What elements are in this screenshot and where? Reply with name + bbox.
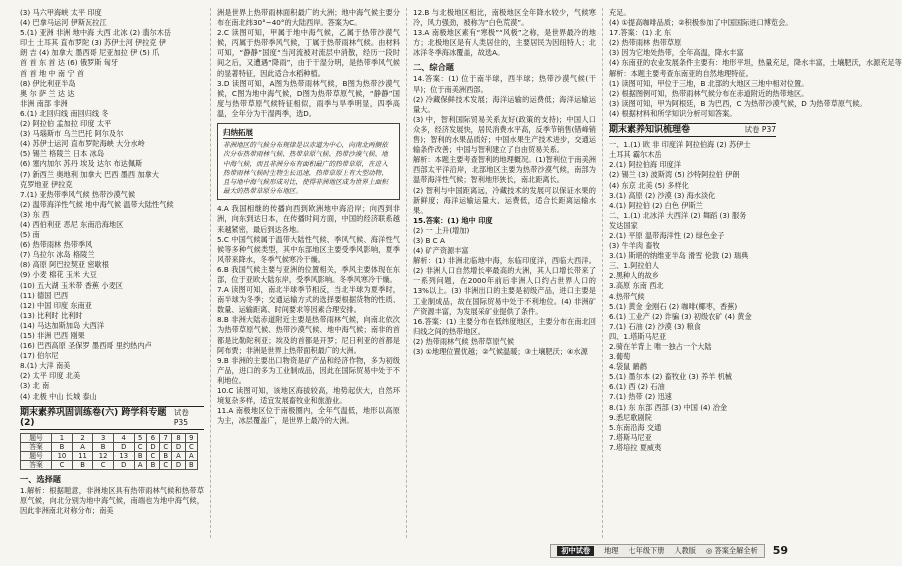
paragraph: 1.解析：根据题意，非洲地区具有热带雨林气候和热带草原气候，向北分别为地中海气候，南端也为地中海气候，因此非洲南北对称分布；南美 [20, 485, 204, 516]
answer-line: (17) 伯尔尼 [20, 351, 59, 361]
answer-line: (4) 苏伊士运河 直布罗陀海峡 大分水岭 [20, 139, 145, 149]
table-cell: 7 [160, 433, 172, 442]
answer-line: 一、1.(1) 欧 非 印度洋 阿拉伯海 (2) 苏伊士 [609, 140, 751, 150]
answer-line: 印土 土耳其 直布罗陀 (3) 苏伊士河 伊拉克 伊 [20, 38, 167, 48]
table-cell: C [160, 442, 172, 451]
footer-bar [550, 544, 764, 558]
paragraph: (2) 一 上升(增加) [413, 225, 470, 235]
column-3 [406, 8, 602, 538]
answer-line: 2.黑种人的故乡 [609, 271, 659, 281]
column-1 [14, 8, 210, 538]
answer-line: 5.(1) 墨尔本 (2) 畜牧业 (3) 养羊 机械 [609, 372, 732, 382]
answer-line: 4.袋鼠 鸸鹋 [609, 362, 647, 372]
table-cell: 13 [113, 451, 134, 460]
paragraph: (3) 中，智利国际贸易关系友好(政策的支持)；中国人口众多，经济发展快，居民消费水平高，反季节销售(错峰销售)；智利的水果品质好；中国水果生产技术进步，交通运输条件改善；中国与智利建立了自由贸易关系。 [413, 114, 596, 155]
page-footer [0, 542, 800, 560]
answer-line: 3.高原 东南 西北 [609, 281, 664, 291]
answer-line: (15) 非洲 巴西 刚果 [20, 331, 85, 340]
answer-line: 5.东南沿海 交通 [609, 422, 662, 432]
table-cell: A [185, 451, 197, 460]
table-cell: D [113, 442, 134, 451]
answer-line: (8) 高原 阿巴拉契亚 密歇根 [20, 260, 109, 270]
answer-line: (3) 东 西 [20, 209, 50, 219]
paragraph: 15.答案：(1) 地中 印度 [413, 215, 493, 225]
answer-line: (5) 南 [20, 230, 40, 240]
table-cell: C [52, 460, 73, 469]
answer-line: 8.(1) 大洋 南美 [20, 361, 71, 371]
paragraph: 7.A 读图可知，南北半球季节相反，当北半球为夏季时，南半球为冬季；交通运输方式的选择要根据货物的性质、数量、运输距离、时间要求等因素合理安排。 [217, 285, 400, 315]
answer-line: (4) 根据材料和所学知识分析可知答案。 [609, 108, 737, 118]
paragraph: (2) 智利与中国距离远，冷藏技术的发展可以保证水果的新鲜度；海洋运输运量大、运费低，适合长距离运输水果。 [413, 185, 596, 215]
answer-line: 朗 吉 (4) 加拿大 墨西哥 尼亚加拉 伊 (5) 爪 [20, 48, 160, 58]
answer-line: (4) 巴拿马运河 伊斯瓦拉江 [20, 18, 107, 28]
answer-line: 3.(1) 高原 (2) 沙漠 (3) 海水淡化 [609, 190, 716, 200]
paragraph: 4.A 我国相继的传播向西到欧洲地中海沿岸；向西到非洲，向东到达日本，在传播时间方面，中国的经济联系越来越紧密，最后到达各地。 [217, 204, 400, 234]
answer-line: 7.塔斯马尼亚 [609, 432, 652, 442]
answer-line: 奥 尔 萨 兰 达 达 [20, 88, 75, 98]
answer-line: (4) ①提高咖啡品质；②积极参加了中国国际进口博览会。 [609, 18, 793, 28]
paragraph: 洲是世界上热带雨林面积最广的大洲；地中海气候主要分布在南北纬30°~40°的大陆西岸。答案为C。 [217, 8, 400, 28]
answer-line: 克罗地亚 伊拉克 [20, 179, 73, 189]
table-cell: D [172, 442, 185, 451]
paragraph: 13.A 南极地区素有“寒极”“风极”之称，是世界最冷的地方；北极地区是有人类居住的，主要居民为因纽特人；北冰洋冬季海冰覆盖，故选A。 [413, 28, 596, 58]
column-2 [210, 8, 406, 538]
paragraph: 10.C 读图可知，该地区海拔较高，地势起伏大，自然环境复杂多样，适宜发展畜牧业和旅游业。 [217, 386, 400, 406]
answer-line: (3) 马瑙斯市 乌兰巴托 阿尔及尔 [20, 129, 124, 139]
section-page-ref: 试卷 P37 [744, 125, 776, 135]
paragraph: 5.C 中国气候属于温带大陆性气候、季风气候、海洋性气候等多种气候类型，其中东部地区主要受季风影响，夏季风带来降水，冬季气候寒冷干燥。 [217, 234, 400, 264]
table-cell: 6 [146, 433, 159, 442]
answer-line: (2) 温带海洋性气候 地中海气候 温带大陆性气候 [20, 199, 174, 209]
answer-line: 首 首 东 首 达 (6) 俄罗斯 匈牙 [20, 58, 119, 68]
table-cell: C [134, 442, 146, 451]
paragraph: (2) 热带雨林气候 热带草原气候 [413, 336, 515, 346]
answer-line: (6) 热带雨林 热带季风 [20, 240, 93, 250]
section-page-ref: 试卷 P35 [173, 407, 189, 427]
answer-line: (2) 热带雨林 热带草原 [609, 38, 682, 48]
answer-line: (2) 太平 印度 北美 [20, 371, 81, 381]
table-cell: 3 [93, 433, 114, 442]
answer-line: (3) 马六甲海峡 太平 印度 [20, 8, 102, 17]
table-cell: A [134, 460, 146, 469]
paragraph: (2) 冷藏保鲜技术发展；海洋运输的运费低；海洋运输运量大。 [413, 94, 596, 114]
answer-line: (8) 伊比利亚半岛 [20, 78, 76, 88]
table-cell: D [146, 442, 159, 451]
column-4 [602, 8, 902, 538]
table-cell: B [52, 442, 73, 451]
answer-line: (7) 乌拉尔 冰岛 格陵兰 [20, 250, 95, 260]
answer-line: 2.(1) 平原 温带海洋性 (2) 绿色金子 [609, 230, 725, 240]
paragraph: (3) B C A [413, 235, 445, 245]
footer-subject: 地理 [604, 545, 619, 555]
answer-line: 7.塔培拉 夏威夷 [609, 442, 662, 452]
paragraph: 11.A 南极地区位于南极圈内，全年气温低，地形以高原为主，冰层覆盖广，是世界上最冷的大洲。 [217, 406, 400, 426]
answer-line: 解析：本题主要考查东南亚的自然地理特征。 [609, 68, 753, 78]
table-cell: 答案 [21, 442, 52, 451]
answer-line: 四、1.塔斯马尼亚 [609, 331, 667, 341]
answer-line: 三、1.阿拉伯人 [609, 261, 659, 271]
paragraph: (3) ①地理位置优越；②气候温暖；③土壤肥沃；④水源 [413, 347, 588, 356]
answer-line: 17.答案：(1) 北 东 [609, 28, 672, 38]
table-cell: 1 [52, 433, 73, 442]
paragraph: 8.B 非洲大陆赤道附近主要是热带雨林气候，向南北依次为热带草原气候、热带沙漠气候、地中海气候；南非的首都是比勒陀利亚；埃及的首都是开罗；尼日利亚的首都是阿布贾；非洲是世界上热带面积最广的大洲。 [217, 315, 400, 355]
answer-line: 非洲 南部 非洲 [20, 98, 68, 108]
answer-line: (2) 根据图例可知，热带雨林气候分布在赤道附近的热带地区。 [609, 88, 809, 98]
table-cell: B [146, 460, 159, 469]
table-cell: 题号 [21, 451, 52, 460]
footer-grade: 七年级下册 [628, 545, 665, 555]
answer-line: 5.(1) 黄金 金刚石 (2) 咖啡(椰枣，香蕉) [609, 301, 738, 311]
page-number: 59 [772, 543, 788, 557]
paragraph: 解析：(1) 非洲北临地中海，东临印度洋，西临大西洋。(2) 非洲人口自然增长率最高的大洲，其人口增长带来了一系列问题，在2000年前后非洲人口约占世界人口的13%以上。(3) 非洲出口的主要是初级产品，进口主要是工业制成品，故在国际贸易中处于不利地位。(4) 非洲矿产资源丰富，为发展采矿业提供了条件。 [413, 256, 596, 316]
table-cell: 答案 [21, 460, 52, 469]
paragraph: (4) 矿产资源丰富 [413, 246, 469, 256]
answer-line: (14) 马达加斯加岛 大西洋 [20, 320, 105, 330]
table-cell: 题号 [21, 433, 52, 442]
answer-line: 3.葡萄 [609, 352, 631, 362]
table-cell: A [72, 442, 93, 451]
table-cell: B [185, 460, 197, 469]
answer-line: (3) 牛羊肉 畜牧 [609, 241, 660, 251]
answer-line: 二、1.(1) 北冰洋 大西洋 (2) 舞蹈 (3) 服务 [609, 210, 747, 220]
answer-line: 7.(1) 石油 (2) 沙漠 (3) 粮食 [609, 321, 701, 331]
answer-line: (2) 锡兰 (3) 波斯湾 (5) 沙特阿拉伯 伊朗 [609, 170, 740, 180]
section-title: 期末素养巩固训练卷(六) 跨学科专题(2) [20, 407, 167, 428]
answer-line: (1) 读图可知，甲位于三地，B 北部的大地区三地中相对位置。 [609, 78, 809, 88]
footer-edition: 人教版 [674, 545, 696, 555]
footer-brand: 初中试卷 [557, 546, 594, 556]
paragraph: 解析：本题主要考查智利的地理概况。(1)智利位于南美洲西部太平洋沿岸，北部地区主要为热带沙漠气候，南部为温带海洋性气候；智利地形狭长，南北距离长。 [413, 155, 596, 185]
answer-line: (16) 巴西高原 圣保罗 墨西哥 里约热内卢 [20, 341, 152, 351]
tip-box-text: 非洲地区的气候分布规律是以赤道为中心，向南北两侧依次分布热带雨林气候、热带草原气候、热带沙漠气候、地中海气候，而且非洲分布有面积最广的热带草原，在进入热带雨林气候时生物生长迅速，热带草原上有大型动物，且与地中海气候形成对比，使得非洲地区成为世界上面积最大的热带草原分布地区。 [223, 141, 388, 196]
answer-line: (4) 东南亚的农业发展条件主要有：地形平坦，热量充足，降水丰富，土壤肥沃，水源充足等 [609, 58, 902, 68]
answer-line: 首 首 地 中 南 宁 首 [20, 68, 85, 78]
table-row [21, 433, 198, 442]
answer-line: (3) 读图可知，甲为阿根廷，B 为巴西，C 为热带沙漠气候，D 为热带草原气候。 [609, 98, 867, 108]
answer-line: (4) 北极 中山 长城 泰山 [20, 391, 97, 401]
table-cell: C [185, 442, 197, 451]
table-cell: 10 [52, 451, 73, 460]
table-cell: 4 [113, 433, 134, 442]
paragraph: 3.D 读图可知，A图为热带雨林气候，B图为热带沙漠气候，C图为地中海气候，D图为热带草原气候，“静静”国度与热带草原气候特征相似，雨季与旱季明显，四季高温，全年分为干湿两季，选D。 [217, 78, 400, 118]
section-heading: 一、选择题 [20, 473, 61, 484]
footer-tag: ◎ 答案全解全析 [706, 545, 758, 555]
answer-line: 2.(1) 阿拉伯海 印度洋 [609, 160, 681, 170]
answer-line: (5) 锡兰 格陵兰 日本 冰岛 [20, 149, 105, 159]
answer-table [20, 433, 198, 470]
paragraph: 6.B 我国气候主要与亚洲的位置相关，季风主要体现在东部，位于亚欧大陆东岸，受季风影响。冬季风寒冷干燥。 [217, 264, 400, 284]
answer-line: 9.悉尼歌剧院 [609, 412, 652, 422]
section-header [609, 123, 776, 137]
answer-line: 8.(1) 东 东部 西部 (3) 中国 (4) 冶金 [609, 402, 728, 412]
table-cell: C [160, 460, 172, 469]
paragraph: 2.C 读图可知，甲属于地中海气候，乙属于热带沙漠气候，丙属于热带季风气候，丁属于热带雨林气候。由材料可知，“静静”国度“当河流被对流层中消散，经历一段时间之后，又遭遇“降雨”，由于干湿分明，是热带季风气候的显著特征，因此适合水稻种植。 [217, 28, 400, 78]
answer-line: (9) 小麦 棉花 玉米 大豆 [20, 270, 97, 280]
answer-line: 7.(1) 亚热带季风气候 热带沙漠气候 [20, 189, 136, 199]
table-cell: D [113, 460, 134, 469]
paragraph: 16.答案：(1) 主要分布在低纬度地区，主要分布在南北回归线之间的热带地区。 [413, 316, 596, 336]
table-cell: 5 [134, 433, 146, 442]
answer-line: (12) 中国 印度 东南亚 [20, 300, 92, 310]
answer-line: (11) 德国 巴西 [20, 290, 69, 300]
paragraph: 12.B 与北极地区相比，南极地区全年降水较少，气候寒冷，风力强劲，被称为“白色荒漠”。 [413, 8, 596, 28]
table-cell: 2 [72, 433, 93, 442]
answer-line: 4.热带气候 [609, 291, 645, 301]
table-cell: B [134, 451, 146, 460]
table-row [21, 442, 198, 451]
answer-line: 充足。 [609, 8, 631, 17]
answer-line: (3) 因为它地处热带，全年高温，降水丰富 [609, 48, 744, 58]
table-cell: B [72, 460, 93, 469]
answer-line: (13) 比利时 比利时 [20, 310, 83, 320]
table-cell: B [93, 442, 114, 451]
answer-line: (2) 阿拉伯 孟加拉 印度 太平 [20, 119, 112, 129]
answer-line: 6.(1) 工业产 (2) 诈骗 (3) 初级农矿 (4) 黄金 [609, 311, 752, 321]
answer-line: 6.(1) 西 (2) 石油 [609, 382, 665, 392]
table-cell: 12 [93, 451, 114, 460]
table-row [21, 460, 198, 469]
answer-line: (4) 西伯利亚 恶尼 东南沿海地区 [20, 219, 124, 229]
table-cell: A [172, 451, 185, 460]
table-cell: B [160, 451, 172, 460]
paragraph: 9.B 非洲的主要出口物资是矿产品和经济作物，多为初级产品，进口的多为工业制成品，因此在国际贸易中处于不利地位。 [217, 355, 400, 385]
answer-line: 土耳其 霸尔木岳 [609, 150, 662, 160]
answer-line: (10) 五大湖 玉米带 香蕉 小麦区 [20, 280, 123, 290]
section-heading: 二、综合题 [413, 62, 454, 73]
tip-box-title: 归纳拓展 [223, 128, 253, 139]
answer-line: (7) 新西兰 奥地利 加拿大 巴西 墨西 加拿大 [20, 169, 159, 179]
table-cell: C [93, 460, 114, 469]
table-cell: C [146, 451, 159, 460]
section-title: 期末素养知识梳理卷 [609, 125, 691, 136]
answer-line: 发达国家 [609, 220, 638, 230]
answer-line: 6.(1) 北回归线 南回归线 冬 [20, 108, 109, 118]
tip-box [217, 123, 400, 200]
table-cell: 11 [72, 451, 93, 460]
answer-line: (6) 塞内加尔 苏丹 埃及 达尔 布达佩斯 [20, 159, 143, 169]
table-cell: 8 [172, 433, 185, 442]
answer-line: 3.(1) 斯堪的纳维亚半岛 滑雪 伦敦 (2) 瑞典 [609, 251, 749, 261]
answer-line: 4.(1) 阿拉伯 (2) 白色 伊斯兰 [609, 200, 703, 210]
table-cell: 9 [185, 433, 197, 442]
answer-line: (4) 东京 北美 (5) 多样化 [609, 180, 689, 190]
table-cell: D [172, 460, 185, 469]
answer-line: (3) 北 南 [20, 381, 50, 391]
table-row [21, 451, 198, 460]
paragraph: 14.答案：(1) 位于南半球，西半球；热带沙漠气候(干旱)；位于南美洲西部。 [413, 74, 596, 94]
answer-line: 5.(1) 亚洲 非洲 地中海 大西 北冰 (2) 翡尔木岳 [20, 28, 172, 38]
answer-line: 2.骑在羊背上 唯一独占一个大陆 [609, 342, 712, 351]
answer-line: 7.(1) 热带 (2) 迅速 [609, 392, 672, 402]
section-header [20, 406, 204, 430]
